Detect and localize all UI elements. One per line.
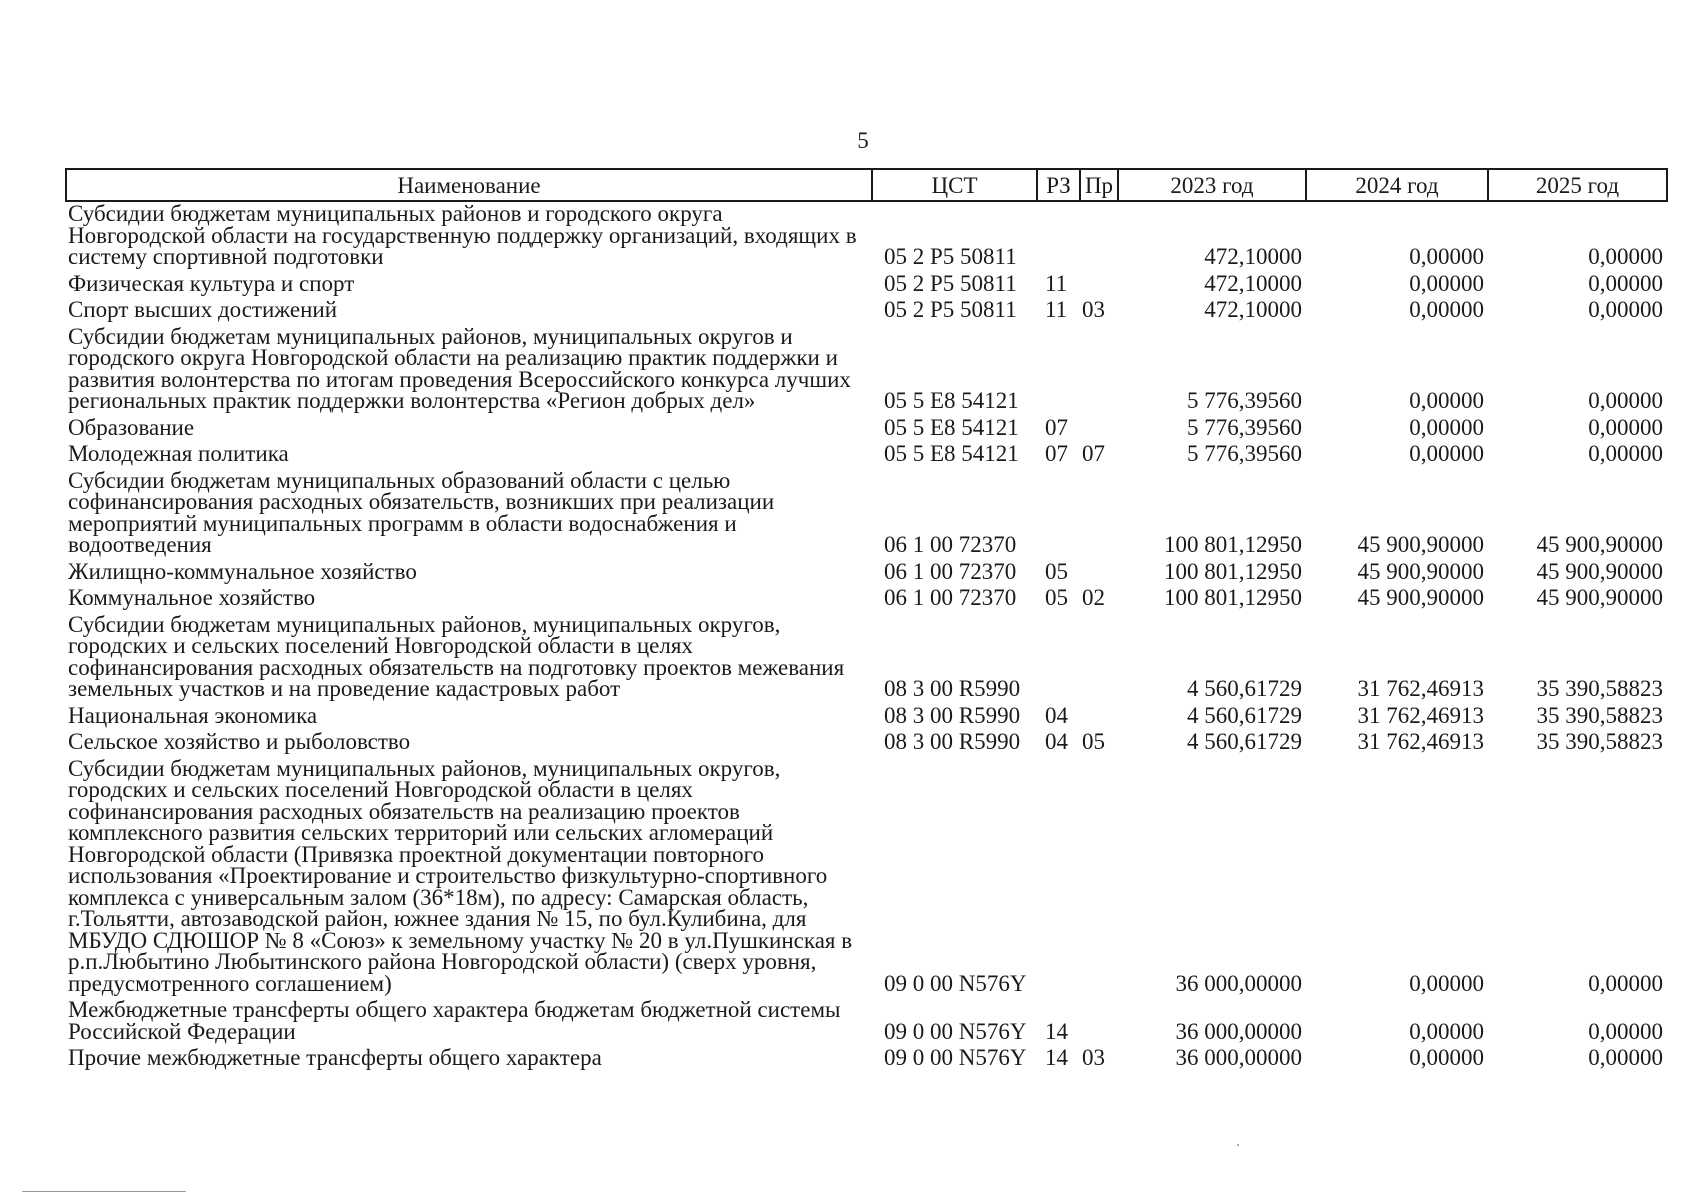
cell-y2023: 4 560,61729: [1187, 676, 1302, 701]
cell-cst: 05 2 P5 50811: [884, 271, 1017, 296]
cell-y2023: 5 776,39560: [1187, 388, 1302, 413]
cell-name: Субсидии бюджетам муниципальных районов, муниципальных округов, городских и сельских поселений Новгородской области в целях софинансирования расходных обязательств на реализацию проектов комплексного развития сельских территорий или сельских агломераций Новгородской области (Привязка проектной документации повторного использования «Проектирование и строительство физкультурно-спортивного комплекса с универсальным залом (36*18м), по адресу: Самарская область, г.Тольятти, автозаводской район, южнее здания № 15, по бул.Кулибина, для МБУДО СДЮШОР № 8 «Союз» к земельному участку № 20 в ул.Пушкинская в р.п.Любытино Любытинского района Новгородской области) (сверх уровня, предусмотренного соглашением): [68, 756, 853, 996]
cell-y2023: 36 000,00000: [1175, 1046, 1302, 1070]
cell-y2024: 45 900,90000: [1357, 586, 1484, 610]
cell-pr: [1080, 201, 1118, 272]
cell-y2023: 472,10000: [1204, 298, 1302, 322]
cell-y2024: 31 762,46913: [1357, 703, 1484, 728]
cell-cst: 09 0 00 N576Y: [884, 1046, 1027, 1070]
cell-rz: 04: [1045, 730, 1068, 754]
table-row: [66, 325, 1667, 416]
cell-rz: [1037, 201, 1080, 272]
table-row: [66, 298, 1667, 325]
cell-pr: [1080, 998, 1118, 1046]
cell-pr: [1080, 613, 1118, 704]
cell-y2024: 0,00000: [1409, 271, 1484, 296]
cell-y2025: 0,00000: [1588, 298, 1663, 322]
cell-y2025: 45 900,90000: [1536, 559, 1663, 584]
cell-cst: 06 1 00 72370: [884, 532, 1017, 557]
cell-cst: 06 1 00 72370: [884, 586, 1017, 610]
cell-cst: 05 5 E8 54121: [884, 415, 1019, 440]
cell-y2023: 5 776,39560: [1187, 442, 1302, 466]
cell-y2023: 36 000,00000: [1175, 970, 1302, 996]
cell-y2023: 5 776,39560: [1187, 415, 1302, 440]
cell-y2023: 472,10000: [1204, 244, 1302, 269]
cell-pr: 02: [1082, 586, 1105, 610]
header-cst: ЦСТ: [872, 169, 1037, 201]
cell-cst: 09 0 00 N576Y: [884, 1018, 1027, 1044]
cell-y2023: 472,10000: [1204, 271, 1302, 296]
cell-y2025: 35 390,58823: [1536, 676, 1663, 701]
header-name: Наименование: [66, 169, 872, 201]
cell-pr: [1080, 272, 1118, 299]
cell-cst: 05 2 P5 50811: [884, 244, 1017, 269]
cell-rz: 11: [1045, 298, 1068, 322]
table-row: [66, 613, 1667, 704]
cell-rz: 14: [1045, 1018, 1068, 1044]
cell-y2025: 0,00000: [1588, 1046, 1663, 1070]
cell-name: Сельское хозяйство и рыболовство: [68, 730, 411, 754]
cell-cst: 08 3 00 R5990: [884, 676, 1021, 701]
cell-pr: [1080, 704, 1118, 731]
cell-pr: 03: [1082, 298, 1105, 322]
cell-y2024: 31 762,46913: [1357, 730, 1484, 754]
cell-y2023: 100 801,12950: [1164, 532, 1302, 557]
cell-y2024: 0,00000: [1409, 1018, 1484, 1044]
cell-name: Субсидии бюджетам муниципальных районов и городского округа Новгородской области на государственную поддержку организаций, входящих в систему спортивной подготовки: [68, 201, 857, 269]
cell-cst: 08 3 00 R5990: [884, 703, 1021, 728]
cell-y2025: 0,00000: [1588, 415, 1663, 440]
cell-cst: 08 3 00 R5990: [884, 730, 1021, 754]
cell-y2024: 0,00000: [1409, 415, 1484, 440]
cell-name: Коммунальное хозяйство: [68, 586, 316, 610]
cell-name: Физическая культура и спорт: [68, 271, 355, 296]
header-2023: 2023 год: [1118, 169, 1306, 201]
table-row: [66, 442, 1667, 469]
cell-name: Молодежная политика: [68, 442, 289, 466]
cell-name: Спорт высших достижений: [68, 298, 338, 322]
table-header-row: [66, 169, 1667, 201]
cell-rz: 07: [1045, 442, 1068, 466]
cell-cst: 05 5 E8 54121: [884, 388, 1019, 413]
scan-artifact-dot: [1237, 1144, 1239, 1146]
cell-y2025: 0,00000: [1588, 271, 1663, 296]
cell-y2023: 100 801,12950: [1164, 586, 1302, 610]
cell-y2024: 31 762,46913: [1357, 676, 1484, 701]
cell-rz: 14: [1045, 1046, 1068, 1070]
cell-pr: [1080, 416, 1118, 443]
cell-y2024: 0,00000: [1409, 1046, 1484, 1070]
table-row: [66, 757, 1667, 999]
cell-y2024: 0,00000: [1409, 244, 1484, 269]
header-2024: 2024 год: [1306, 169, 1488, 201]
table-row: [66, 416, 1667, 443]
cell-cst: 09 0 00 N576Y: [884, 970, 1027, 996]
budget-table: [65, 168, 1668, 1073]
table-row: [66, 1046, 1667, 1073]
page-number: 5: [857, 128, 869, 153]
cell-y2025: 35 390,58823: [1536, 703, 1663, 728]
cell-name: Жилищно-коммунальное хозяйство: [68, 559, 417, 584]
cell-rz: [1037, 613, 1080, 704]
cell-pr: 05: [1082, 730, 1105, 754]
cell-rz: [1037, 325, 1080, 416]
cell-y2023: 100 801,12950: [1164, 559, 1302, 584]
cell-y2025: 0,00000: [1588, 388, 1663, 413]
cell-y2024: 45 900,90000: [1357, 532, 1484, 557]
cell-y2024: 0,00000: [1409, 388, 1484, 413]
cell-name: Национальная экономика: [68, 703, 318, 728]
cell-y2023: 4 560,61729: [1187, 730, 1302, 754]
cell-rz: 05: [1045, 586, 1068, 610]
cell-y2025: 35 390,58823: [1536, 730, 1663, 754]
header-2025: 2025 год: [1488, 169, 1667, 201]
cell-name: Субсидии бюджетам муниципальных районов, муниципальных округов и городского округа Новгородской области на реализацию практик поддержки и развития волонтерства по итогам проведения Всероссийского конкурса лучших региональных практик поддержки волонтерства «Регион добрых дел»: [68, 324, 851, 413]
table-row: [66, 201, 1667, 272]
cell-name: Межбюджетные трансферты общего характера бюджетам бюджетной системы Российской Федерации: [68, 998, 841, 1044]
cell-rz: [1037, 757, 1080, 999]
header-rz: РЗ: [1037, 169, 1080, 201]
cell-y2025: 0,00000: [1588, 442, 1663, 466]
cell-y2024: 0,00000: [1409, 442, 1484, 466]
cell-y2024: 45 900,90000: [1357, 559, 1484, 584]
cell-rz: [1037, 469, 1080, 560]
cell-cst: 05 2 P5 50811: [884, 298, 1017, 322]
cell-y2024: 0,00000: [1409, 298, 1484, 322]
table-body: [66, 201, 1667, 1073]
cell-rz: 11: [1045, 271, 1068, 296]
table-row: [66, 469, 1667, 560]
cell-rz: 04: [1045, 703, 1068, 728]
cell-y2025: 0,00000: [1588, 970, 1663, 996]
table-row: [66, 998, 1667, 1046]
cell-y2025: 0,00000: [1588, 1018, 1663, 1044]
cell-cst: 05 5 E8 54121: [884, 442, 1019, 466]
cell-name: Субсидии бюджетам муниципальных образований области с целью софинансирования расходных обязательств, возникших при реализации мероприятий муниципальных программ в области водоснабжения и водоотведения: [68, 468, 775, 557]
table-row: [66, 730, 1667, 757]
cell-y2023: 4 560,61729: [1187, 703, 1302, 728]
scan-artifact-line: [22, 1191, 186, 1192]
table-row: [66, 586, 1667, 613]
cell-y2023: 36 000,00000: [1175, 1018, 1302, 1044]
cell-rz: 05: [1045, 559, 1068, 584]
cell-y2025: 0,00000: [1588, 244, 1663, 269]
cell-pr: 07: [1082, 442, 1105, 466]
table-row: [66, 272, 1667, 299]
cell-y2024: 0,00000: [1409, 970, 1484, 996]
header-pr: Пр: [1080, 169, 1118, 201]
cell-rz: 07: [1045, 415, 1068, 440]
cell-pr: [1080, 325, 1118, 416]
table-row: [66, 704, 1667, 731]
cell-y2025: 45 900,90000: [1536, 532, 1663, 557]
cell-pr: [1080, 469, 1118, 560]
cell-pr: 03: [1082, 1046, 1105, 1070]
cell-name: Прочие межбюджетные трансферты общего характера: [68, 1046, 602, 1070]
cell-pr: [1080, 757, 1118, 999]
cell-y2025: 45 900,90000: [1536, 586, 1663, 610]
table-row: [66, 560, 1667, 587]
cell-pr: [1080, 560, 1118, 587]
cell-name: Образование: [68, 415, 195, 440]
cell-cst: 06 1 00 72370: [884, 559, 1017, 584]
cell-name: Субсидии бюджетам муниципальных районов, муниципальных округов, городских и сельских поселений Новгородской области в целях софинансирования расходных обязательств на подготовку проектов межевания земельных участков и на проведение кадастровых работ: [68, 612, 845, 701]
